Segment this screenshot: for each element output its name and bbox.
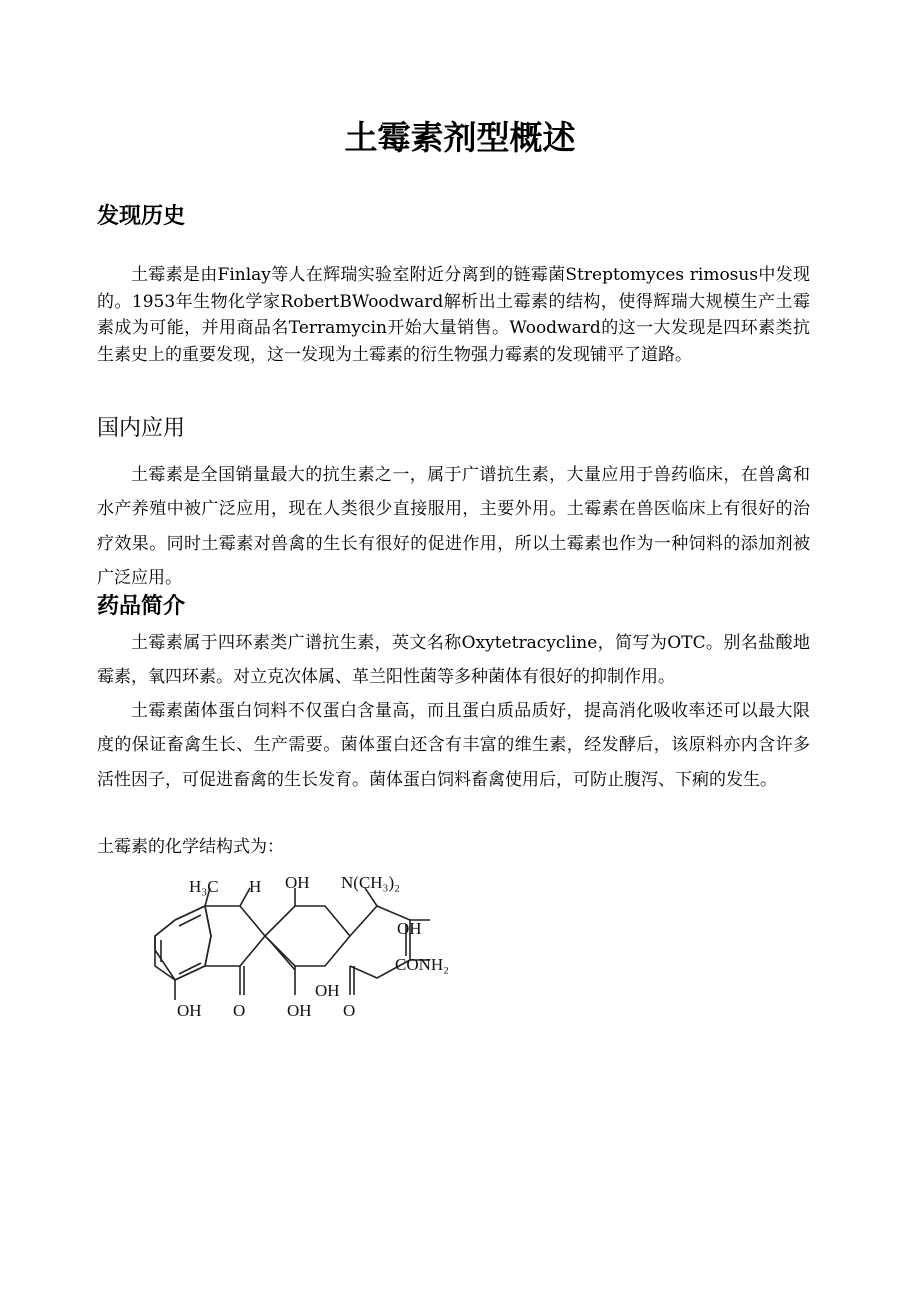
label-h3c: H₃C [189, 877, 219, 896]
label-oh-bottom-mid: OH [287, 1001, 312, 1020]
section-heading-drug-intro: 药品简介 [97, 594, 186, 619]
paragraph-drug-intro-1: 土霉素属于四环素类广谱抗生素，英文名称Oxytetracycline，简写为OTC。别名盐酸地霉素，氧四环素。对立克次体属、革兰阳性菌等多种菌体有很好的抑制作用。 [97, 633, 810, 688]
label-oh-top: OH [285, 873, 310, 892]
label-o-bottom-2: O [343, 1001, 356, 1020]
ring-bonds [155, 888, 430, 1000]
paragraph-structure-caption: 土霉素的化学结构式为： [97, 837, 284, 857]
section-heading-discovery: 发现历史 [97, 204, 186, 229]
label-conh2: CONH₂ [395, 955, 450, 974]
label-oh-bottom-left: OH [177, 1001, 202, 1020]
document-title: 土霉素剂型概述 [344, 118, 576, 157]
paragraph-discovery: 土霉素是由Finlay等人在辉瑞实验室附近分离到的链霉菌Streptomyces rimosus中发现的。1953年生物化学家RobertBWoodward解析出土霉素的结构，使得辉瑞大规模生产土霉素成为可能，并用商品名Terramycin开始大量销售。Woodward的这一大发现是四环素类抗生素史上的重要发现，这一发现为土霉素的衍生物强力霉素的发现铺平了道路。 [97, 265, 810, 365]
label-nme2: N(CH₃)₂ [341, 873, 401, 892]
section-heading-domestic-use: 国内应用 [97, 416, 186, 441]
label-oh-right: OH [397, 919, 422, 938]
paragraph-domestic-use: 土霉素是全国销量最大的抗生素之一，属于广谱抗生素，大量应用于兽药临床，在兽禽和水产养殖中被广泛应用，现在人类很少直接服用，主要外用。土霉素在兽医临床上有很好的治疗效果。同时土霉素对兽禽的生长有很好的促进作用，所以土霉素也作为一种饲料的添加剂被广泛应用。 [97, 465, 810, 588]
paragraph-drug-intro-2: 土霉素菌体蛋白饲料不仅蛋白含量高，而且蛋白质品质好，提高消化吸收率还可以最大限度的保证畜禽生长、生产需要。菌体蛋白还含有丰富的维生素，经发酵后，该原料亦内含许多活性因子，可促进畜禽的生长发育。菌体蛋白饲料畜禽使用后，可防止腹泻、下痢的发生。 [97, 701, 810, 790]
chemical-structure-diagram [145, 870, 465, 1030]
label-o-bottom-1: O [233, 1001, 246, 1020]
label-oh-center: OH [315, 981, 340, 1000]
label-h: H [249, 877, 262, 896]
